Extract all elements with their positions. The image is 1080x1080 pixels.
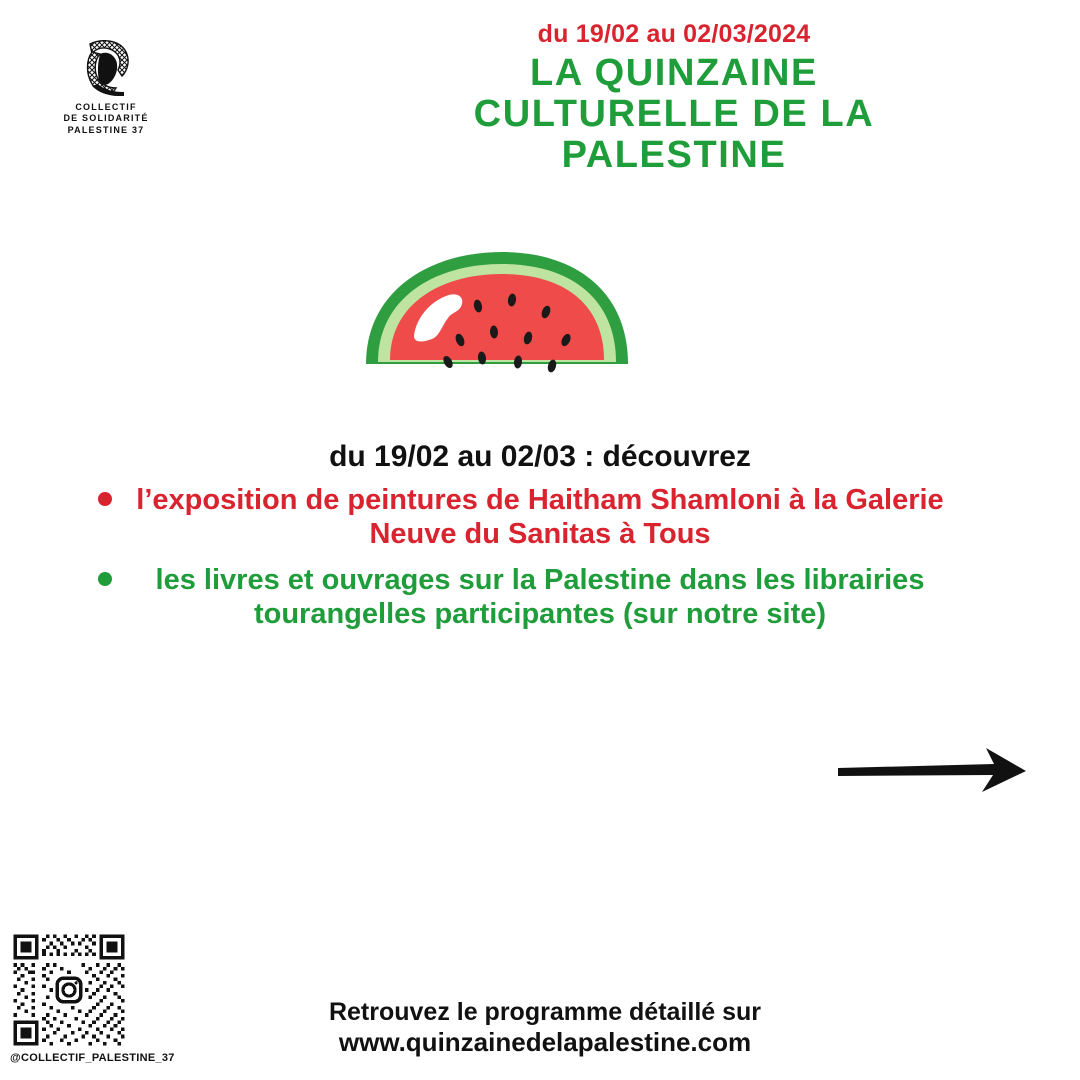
- instagram-handle: @COLLECTIF_PALESTINE_37: [10, 1052, 175, 1064]
- main-content: [60, 440, 1020, 644]
- instagram-qr-code[interactable]: [10, 931, 128, 1049]
- list-item-label: l’exposition de peintures de Haitham Shamloni à la Galerie Neuve du Sanitas à Tous: [136, 484, 944, 550]
- footer: [150, 997, 940, 1058]
- list-item: [60, 484, 1020, 552]
- website-link[interactable]: www.quinzainedelapalestine.com: [338, 1026, 752, 1057]
- page-title: LA QUINZAINE CULTURELLE DE LA PALESTINE: [473, 52, 875, 177]
- organization-logo: [46, 40, 166, 136]
- bullet-icon: [98, 492, 112, 506]
- qr-code-block[interactable]: [10, 931, 175, 1064]
- list-item-label: les livres et ouvrages sur la Palestine dans les librairies tourangelles participantes (sur notre site): [155, 563, 925, 630]
- program-list: [60, 484, 1020, 632]
- poster-header: [414, 20, 934, 176]
- logo-line-2: DE SOLIDARITÉ: [63, 113, 149, 124]
- list-item: [60, 564, 1020, 632]
- footer-text: Retrouvez le programme détaillé sur: [328, 997, 762, 1026]
- bullet-icon: [98, 572, 112, 586]
- logo-line-1: COLLECTIF: [75, 102, 137, 112]
- logo-line-3: PALESTINE 37: [67, 124, 145, 135]
- watermelon-slice-icon: [360, 240, 640, 390]
- content-lead: du 19/02 au 02/03 : découvrez: [329, 440, 751, 473]
- keffiyeh-figure-icon: [72, 40, 140, 98]
- right-arrow-icon: [836, 742, 1028, 798]
- header-dates: du 19/02 au 02/03/2024: [537, 20, 811, 48]
